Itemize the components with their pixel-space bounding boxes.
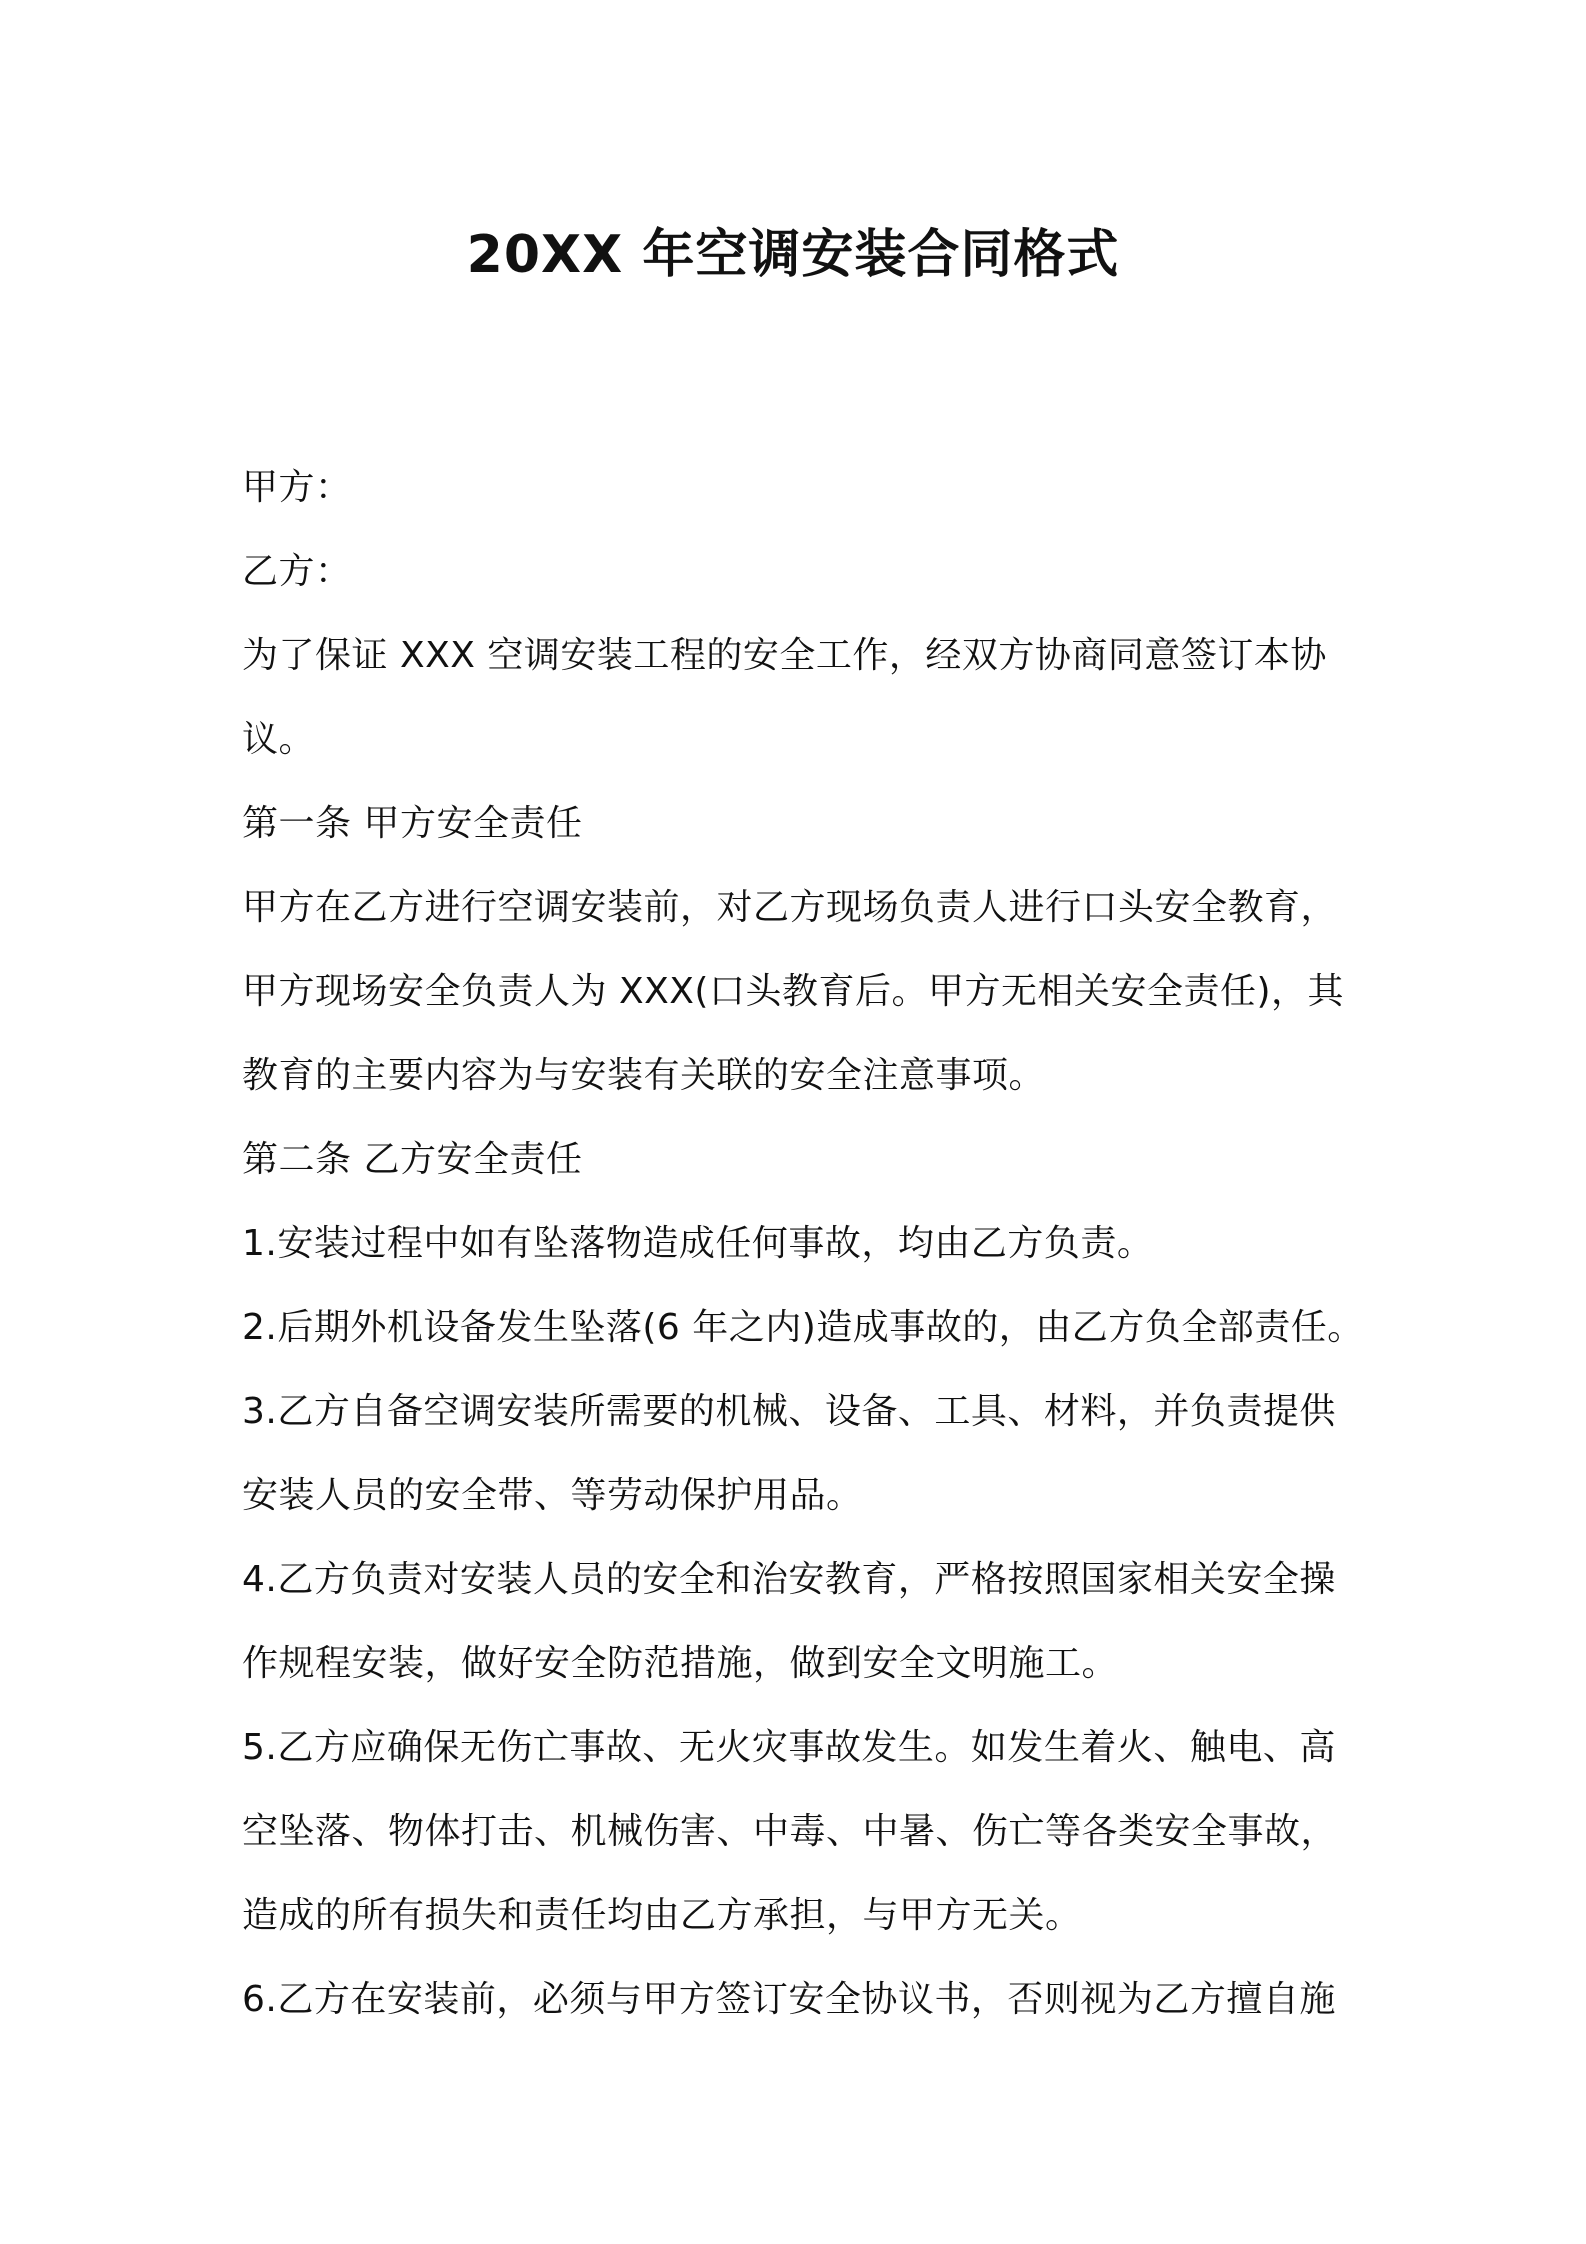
paragraph-line: 为了保证 XXX 空调安装工程的安全工作，经双方协商同意签订本协 xyxy=(242,635,1327,676)
clause-line-3-cont: 安装人员的安全带、等劳动保护用品。 xyxy=(242,1475,863,1516)
clause-line-1: 1.安装过程中如有坠落物造成任何事故，均由乙方负责。 xyxy=(242,1223,1154,1264)
paragraph-line: 甲方在乙方进行空调安装前，对乙方现场负责人进行口头安全教育， xyxy=(242,887,1338,928)
clause-line-5-cont: 造成的所有损失和责任均由乙方承担，与甲方无关。 xyxy=(242,1895,1082,1936)
document-title: 20XX 年空调安装合同格式 xyxy=(466,225,1120,285)
clause-line-5-cont: 空坠落、物体打击、机械伤害、中毒、中暑、伤亡等各类安全事故， xyxy=(242,1811,1338,1852)
party-b-label: 乙方： xyxy=(242,551,352,592)
paragraph-line: 议。 xyxy=(242,719,316,760)
clause-line-3: 3.乙方自备空调安装所需要的机械、设备、工具、材料，并负责提供 xyxy=(242,1391,1336,1432)
paragraph-line: 教育的主要内容为与安装有关联的安全注意事项。 xyxy=(242,1055,1046,1096)
party-a-label: 甲方： xyxy=(242,467,352,508)
clause-line-5: 5.乙方应确保无伤亡事故、无火灾事故发生。如发生着火、触电、高 xyxy=(242,1727,1336,1768)
clause-line-6: 6.乙方在安装前，必须与甲方签订安全协议书，否则视为乙方擅自施 xyxy=(242,1979,1336,2020)
document-body xyxy=(242,446,1362,2042)
clause-line-2: 2.后期外机设备发生坠落(6 年之内)造成事故的，由乙方负全部责任。 xyxy=(242,1307,1364,1348)
article-heading-2: 第二条 乙方安全责任 xyxy=(242,1139,583,1180)
paragraph-line: 甲方现场安全负责人为 XXX(口头教育后。甲方无相关安全责任)，其 xyxy=(242,971,1345,1012)
article-heading-1: 第一条 甲方安全责任 xyxy=(242,803,583,844)
clause-line-4: 4.乙方负责对安装人员的安全和治安教育，严格按照国家相关安全操 xyxy=(242,1559,1336,1600)
clause-line-4-cont: 作规程安装，做好安全防范措施，做到安全文明施工。 xyxy=(242,1643,1119,1684)
